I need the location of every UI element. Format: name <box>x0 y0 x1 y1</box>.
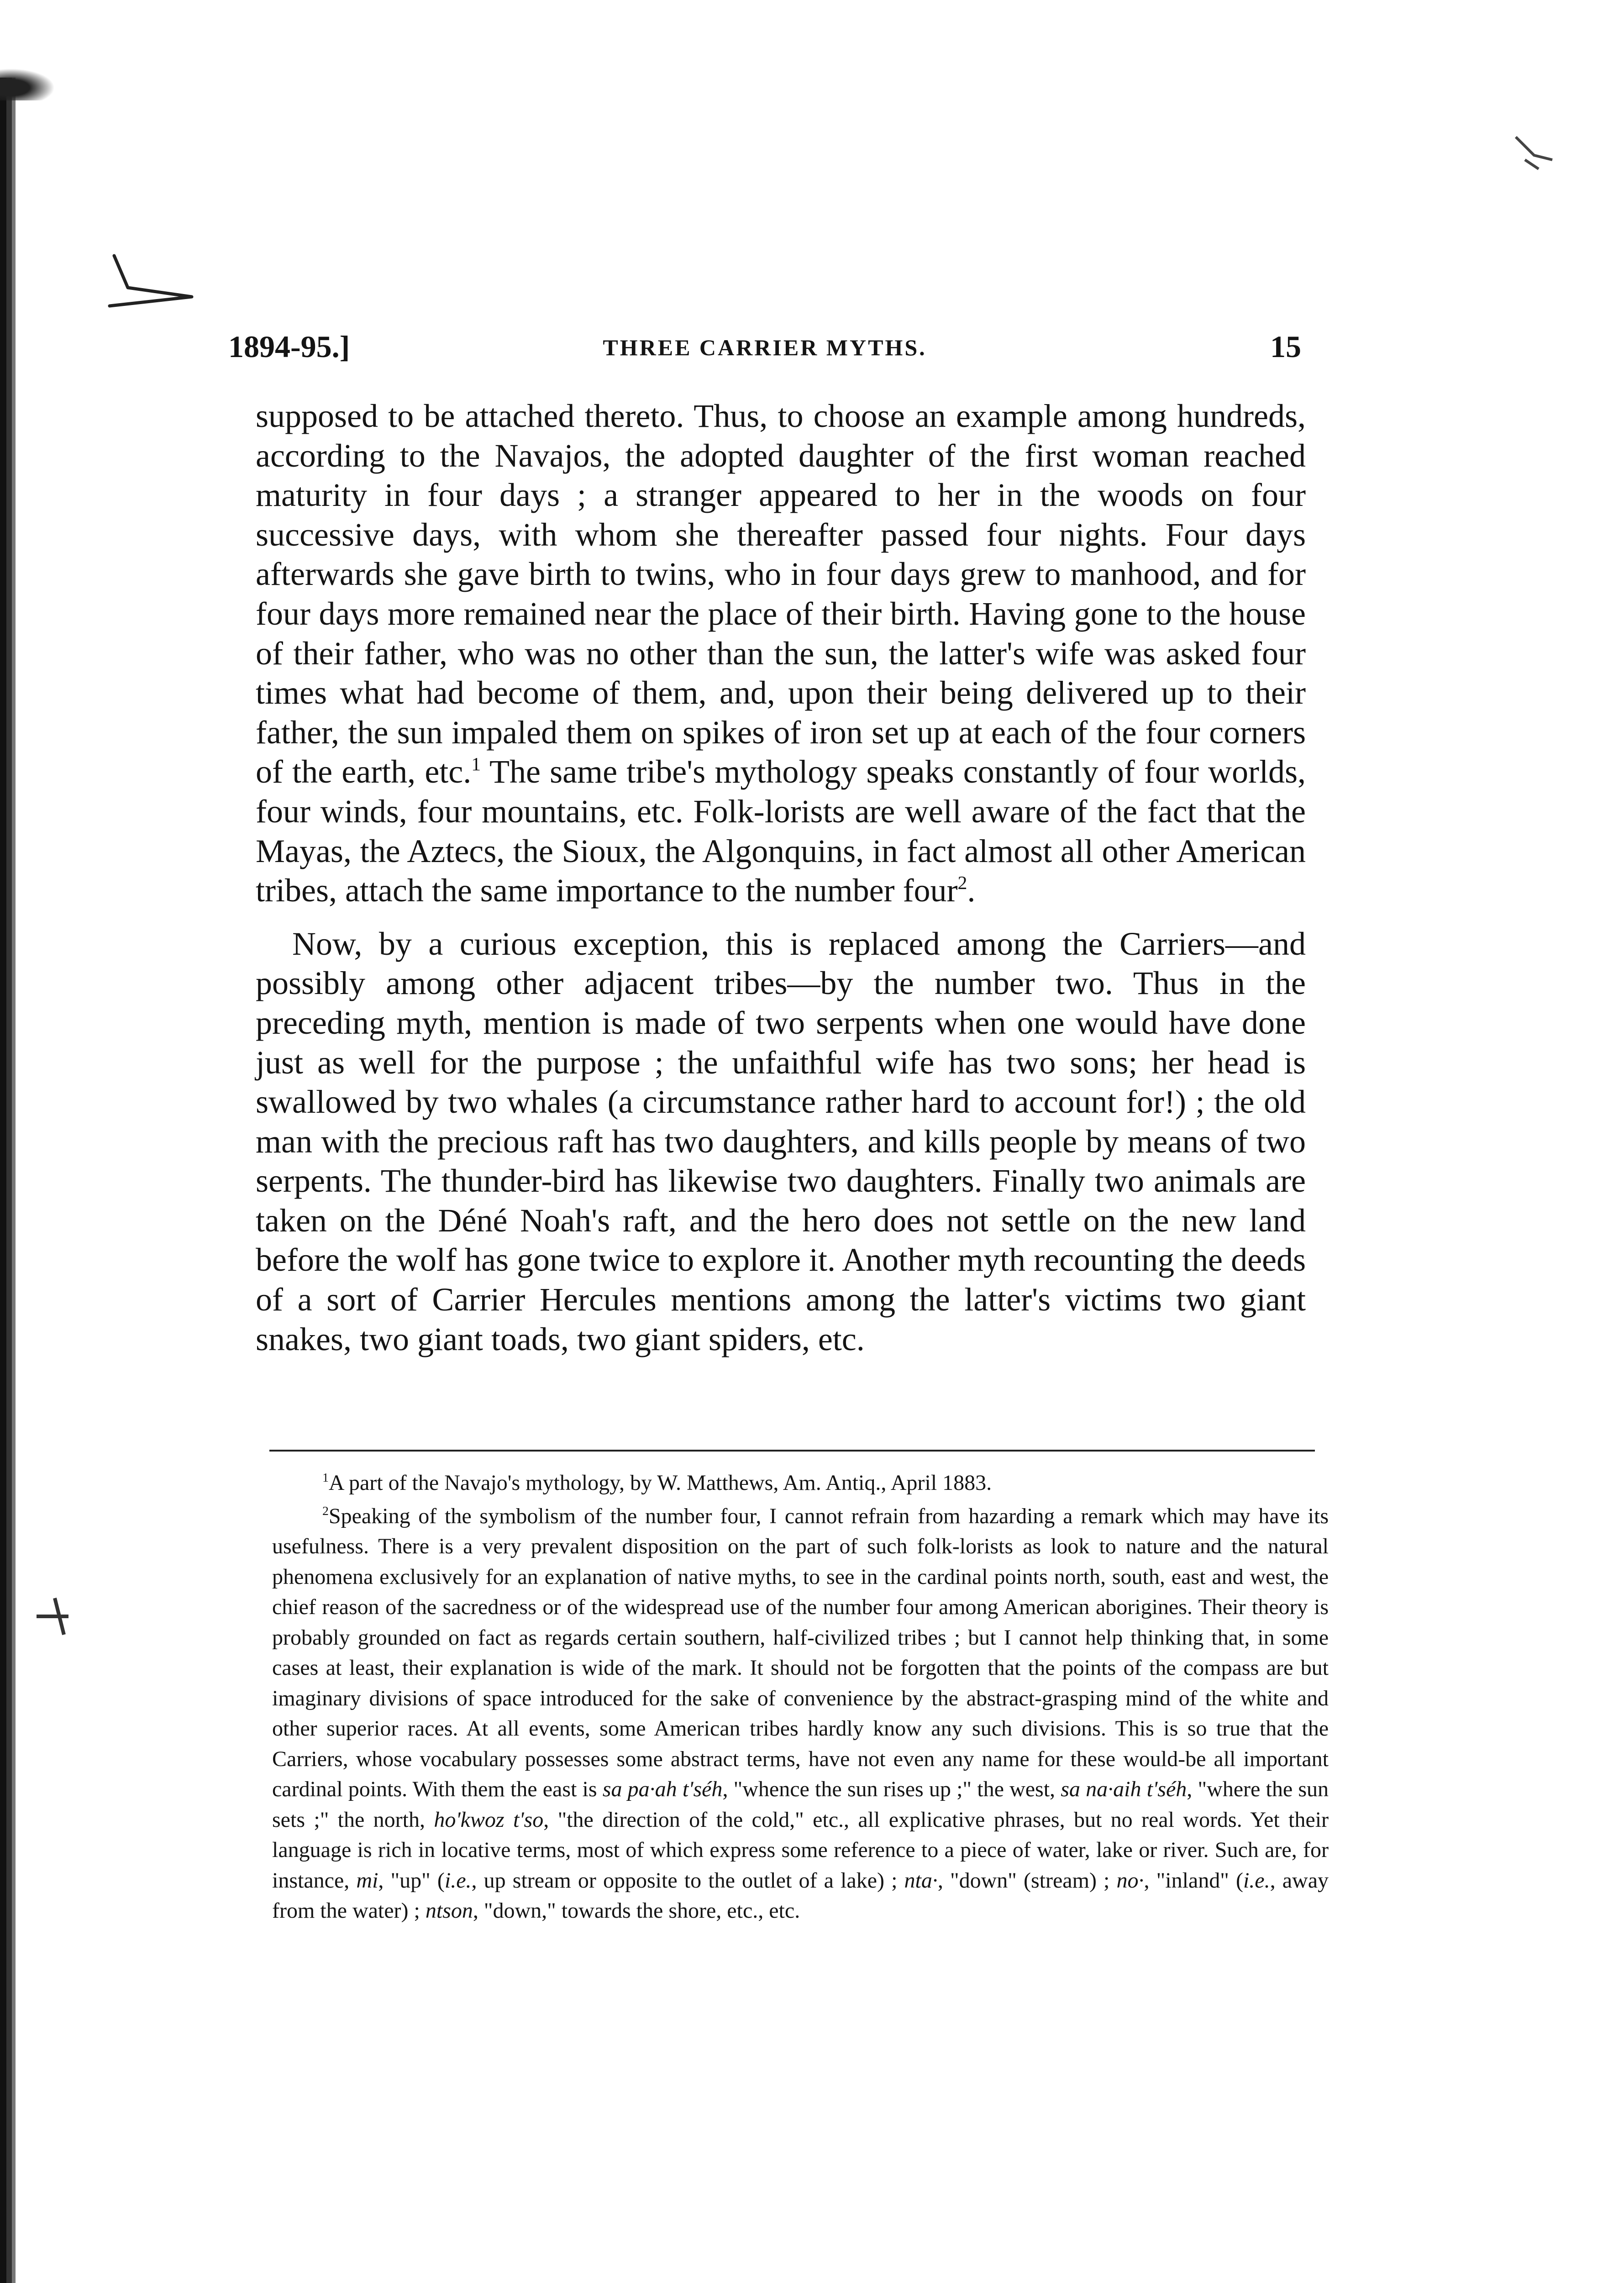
page-number: 15 <box>1270 329 1301 364</box>
text-run: , "inland" ( <box>1144 1868 1243 1893</box>
italic-term: sa pa·ah t'séh <box>602 1777 723 1801</box>
text-run: , "whence the sun rises up ;" the west, <box>722 1777 1061 1801</box>
margin-scan-mark <box>27 1589 119 1644</box>
italic-term: nta· <box>904 1868 938 1893</box>
text-run: , "up" ( <box>378 1868 445 1893</box>
italic-term: sa na·aih t'séh <box>1061 1777 1187 1801</box>
italic-term: ho'kwoz t'so <box>434 1807 544 1832</box>
italic-term: i.e. <box>444 1868 472 1893</box>
body-text <box>256 396 1306 1359</box>
text-run: Now, by a curious exception, this is replaced among the Carriers—and possibly among other adjacent tribes—by the number two. Thus in the preceding myth, mention is made of two serpents when one would have done just as well for the purpose ; the unfaithful wife has two sons; her head is swallowed by two whales (a circumstance rather hard to account for!) ; the old man with the precious raft has two daughters, and kills people by means of two serpents. The thunder-bird has likewise two daughters. Finally two animals are taken on the Déné Noah's raft, and the hero does not settle on the new land before the wolf has gone twice to explore it. Another myth recounting the deeds of a sort of Carrier Hercules mentions among the latter's victims two giant snakes, two giant toads, two giant spiders, etc. <box>256 925 1306 1357</box>
binding-edge-blot <box>0 68 55 100</box>
italic-term: no· <box>1116 1868 1144 1893</box>
running-header <box>228 329 1301 370</box>
text-run: supposed to be attached thereto. Thus, to choose an example among hundreds, according to the Navajos, the adopted daughter of the first woman reached maturity in four days ; a stranger appeared to her in the woods on four successive days, with whom she thereafter passed four nights. Four days afterwards she gave birth to twins, who in four days grew to manhood, and for four days more remained near the place of their birth. Having gone to the house of their father, who was no other than the sun, the latter's wife was asked four times what had become of them, and, upon their being delivered up to their father, the sun impaled them on spikes of iron set up at each of the four corners of the earth, etc. <box>256 398 1306 790</box>
corner-scan-speck <box>1507 128 1561 183</box>
text-run: , away from the water) ; <box>272 1868 1329 1923</box>
text-run: Speaking of the symbolism of the number four, I cannot refrain from hazarding a remark which may have its usefulness. There is a very prevalent disposition on the part of such folk-lorists as look to nature and the natural phenomena exclusively for an explanation of native myths, to see in the cardinal points north, south, east and west, the chief reason of the sacredness or of the widespread use of the number four among American aborigines. Their theory is probably grounded on fact as regards certain southern, half-civilized tribes ; but I cannot help thinking that, in some cases at least, their explanation is wide of the mark. It should not be forgotten that the points of the compass are but imaginary divisions of space introduced for the sake of convenience by the abstract-grasping mind of the white and other superior races. At all events, some American tribes hardly know any such divisions. This is so true that the Carriers, whose vocabulary possesses some abstract terms, have not even any name for these would-be all important cardinal points. With them the east is <box>272 1504 1329 1801</box>
body-paragraph-1 <box>256 396 1306 910</box>
text-run: The same tribe's mythology speaks constantly of four worlds, four winds, four mountains, etc. Folk-lorists are well aware of the fact that the Mayas, the Aztecs, the Sioux, the Algonquins, in fact almost all other American tribes, attach the same importance to the number four <box>256 753 1306 909</box>
header-volume-years: 1894-95.] <box>228 329 350 364</box>
footnote-2 <box>272 1501 1329 1926</box>
margin-pen-mark <box>100 247 210 310</box>
binding-edge-shadow <box>0 78 21 2283</box>
footnote-1 <box>272 1468 1329 1499</box>
footnote-marker: 2 <box>957 872 967 894</box>
text-run: A part of the Navajo's mythology, by W. Matthews, Am. Antiq., April 1883. <box>328 1471 992 1495</box>
footnote-rule <box>269 1450 1315 1452</box>
italic-term: i.e. <box>1243 1868 1270 1893</box>
italic-term: mi <box>356 1868 378 1893</box>
text-run: , "the direction of the cold," etc., all explicative phrases, but no real words. Yet their language is rich in locative terms, most of which express some reference to a piece of water, lake or river. Such are, for instance, <box>272 1807 1329 1893</box>
text-run: , "down," towards the shore, etc., etc. <box>473 1899 800 1923</box>
body-paragraph-2 <box>256 924 1306 1359</box>
text-run: . <box>967 872 976 909</box>
text-run: , up stream or opposite to the outlet of a lake) ; <box>471 1868 904 1893</box>
header-title: THREE CARRIER MYTHS. <box>603 335 927 360</box>
italic-term: ntson <box>425 1899 473 1923</box>
footnotes <box>272 1468 1329 1926</box>
text-run: , "where the sun sets ;" the north, <box>272 1777 1329 1832</box>
text-run: , "down" (stream) ; <box>937 1868 1117 1893</box>
footnote-marker: 2 <box>322 1504 329 1518</box>
footnote-marker: 1 <box>322 1470 329 1485</box>
footnote-marker: 1 <box>471 754 481 775</box>
